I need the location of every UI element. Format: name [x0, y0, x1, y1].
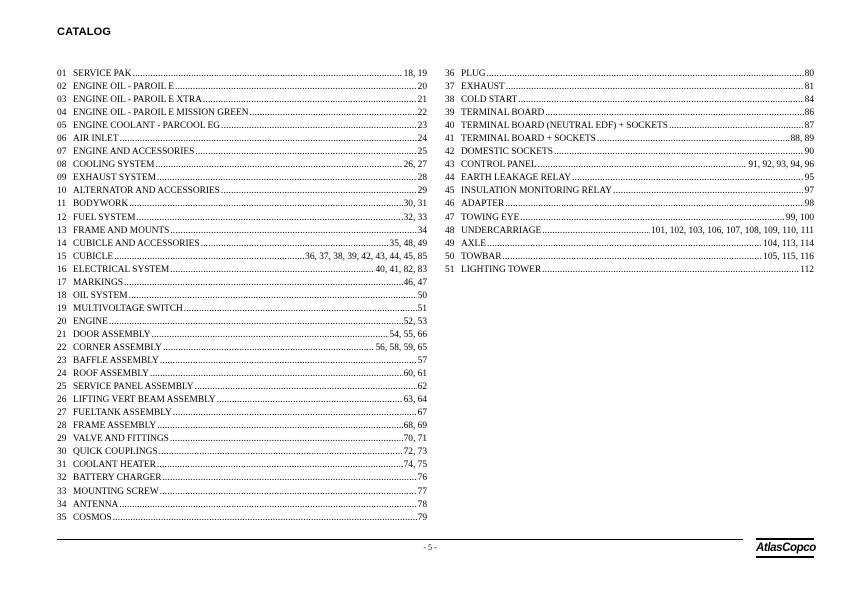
- toc-entry-leader: [160, 486, 417, 499]
- toc-entry-pages: 87: [804, 121, 814, 132]
- toc-entry-title: INSULATION MONITORING RELAY: [461, 186, 613, 197]
- toc-entry-pages: 72, 73: [403, 447, 427, 458]
- toc-entry-number: 11: [57, 199, 67, 210]
- toc-entry-title: BODYWORK: [73, 199, 129, 210]
- toc-entry-leader: [184, 303, 417, 316]
- logo-bar-bottom: [756, 556, 814, 558]
- toc-entry: [445, 185, 814, 198]
- toc-entry: [57, 212, 427, 225]
- toc-entry-pages: 34: [417, 225, 427, 236]
- toc-entry-title: TOWBAR: [461, 251, 502, 262]
- toc-entry: [57, 407, 427, 420]
- toc-entry-leader: [160, 355, 417, 368]
- toc-entry-number: 15: [57, 251, 67, 262]
- toc-entry: [57, 433, 427, 446]
- toc-entry-number: 36: [445, 69, 455, 79]
- toc-entry: [57, 264, 427, 277]
- toc-entry-leader: [133, 68, 403, 81]
- logo-bar-top: [756, 538, 814, 540]
- toc-entry: [445, 81, 814, 94]
- toc-entry-leader: [156, 159, 403, 172]
- toc-entry-pages: 68, 69: [403, 421, 427, 432]
- toc-entry-pages: 80: [804, 69, 814, 79]
- toc-entry-number: 42: [445, 147, 455, 158]
- toc-entry-leader: [109, 316, 403, 329]
- toc-entry-number: 49: [445, 238, 455, 249]
- toc-entry-title: ENGINE OIL - PAROIL E XTRA: [73, 95, 202, 106]
- toc-entry-pages: 35, 48, 49: [389, 238, 427, 249]
- toc-entry-leader: [506, 81, 804, 94]
- toc-entry-pages: 56, 58, 59, 65: [375, 342, 427, 353]
- toc-entry-number: 41: [445, 134, 455, 145]
- toc-entry: [57, 81, 427, 94]
- toc-entry-pages: 76: [417, 473, 427, 484]
- toc-entry-title: EARTH LEAKAGE RELAY: [461, 173, 572, 184]
- toc-entry-title: ENGINE COOLANT - PARCOOL EG: [73, 121, 221, 132]
- toc-entry-leader: [217, 394, 403, 407]
- toc-entry-number: 38: [445, 95, 455, 106]
- toc-entry-leader: [201, 238, 389, 251]
- toc-entry-number: 33: [57, 486, 67, 497]
- toc-entry-pages: 99, 100: [785, 212, 814, 223]
- toc-entry-leader: [542, 225, 650, 238]
- footer-divider: [57, 539, 743, 540]
- toc-entry-number: 37: [445, 82, 455, 93]
- toc-entry-title: ADAPTER: [461, 199, 505, 210]
- toc-entry-title: EXHAUST: [461, 82, 505, 93]
- toc-entry-title: COOLING SYSTEM: [73, 160, 155, 171]
- toc-entry-pages: 81: [804, 82, 814, 93]
- toc-entry: [57, 120, 427, 133]
- toc-entry: [445, 212, 814, 225]
- toc-entry-number: 19: [57, 303, 67, 314]
- toc-entry-pages: 51: [417, 303, 427, 314]
- toc-entry-pages: 101, 102, 103, 106, 107, 108, 109, 110, 111: [650, 225, 814, 236]
- toc-entry: [445, 159, 814, 172]
- toc-entry-number: 02: [57, 82, 67, 93]
- toc-entry-number: 08: [57, 160, 67, 171]
- toc-entry-title: CORNER ASSEMBLY: [73, 342, 162, 353]
- toc-entry: [57, 394, 427, 407]
- toc-entry-pages: 60, 61: [403, 369, 427, 380]
- toc-entry-leader: [520, 212, 784, 225]
- toc-entry-pages: 97: [804, 186, 814, 197]
- toc-entry-number: 12: [57, 212, 67, 223]
- toc-entry-leader: [669, 120, 804, 133]
- toc-entry-pages: 105, 115, 116: [763, 251, 814, 262]
- toc-entry-leader: [129, 198, 402, 211]
- toc-entry-leader: [250, 107, 417, 120]
- toc-entry-leader: [157, 459, 403, 472]
- toc-entry: [57, 355, 427, 368]
- toc-entry-number: 47: [445, 212, 455, 223]
- toc-entry-number: 25: [57, 382, 67, 393]
- toc-entry: [57, 459, 427, 472]
- toc-entry-title: FUELTANK ASSEMBLY: [73, 408, 172, 419]
- toc-entry-number: 50: [445, 251, 455, 262]
- toc-entry-pages: 74, 75: [403, 460, 427, 471]
- toc-entry-leader: [221, 120, 417, 133]
- toc-entry-number: 06: [57, 134, 67, 145]
- toc-entry-title: BAFFLE ASSEMBLY: [73, 356, 159, 367]
- toc-entry-leader: [486, 68, 803, 81]
- toc-entry-number: 45: [445, 186, 455, 197]
- toc-entry-pages: 98: [804, 199, 814, 210]
- toc-entry-title: ANTENNA: [73, 499, 119, 510]
- toc-entry-number: 23: [57, 356, 67, 367]
- toc-entry-leader: [159, 446, 403, 459]
- toc-entry-number: 24: [57, 369, 67, 380]
- toc-entry-number: 29: [57, 434, 67, 445]
- toc-entry-pages: 36, 37, 38, 39, 42, 43, 44, 45, 85: [305, 251, 427, 262]
- toc-entry-leader: [545, 107, 803, 120]
- toc-entry-number: 40: [445, 121, 455, 132]
- toc-entry-number: 10: [57, 186, 67, 197]
- toc-entry-number: 30: [57, 447, 67, 458]
- toc-entry-pages: 30, 31: [403, 199, 427, 210]
- toc-entry-pages: 26, 27: [403, 160, 427, 171]
- toc-entry-pages: 84: [804, 95, 814, 106]
- toc-entry-title: CUBICLE AND ACCESSORIES: [73, 238, 200, 249]
- toc-entry-number: 14: [57, 238, 67, 249]
- toc-entry-leader: [538, 159, 748, 172]
- toc-entry-pages: 40, 41, 82, 83: [375, 264, 427, 275]
- toc-entry-leader: [170, 225, 416, 238]
- atlas-copco-logo: [756, 538, 816, 558]
- toc-entry: [57, 303, 427, 316]
- toc-entry-title: COLD START: [461, 95, 518, 106]
- toc-entry-leader: [129, 290, 417, 303]
- toc-entry-title: DOOR ASSEMBLY: [73, 329, 151, 340]
- toc-entry-leader: [114, 251, 304, 264]
- toc-entry-title: TOWING EYE: [461, 212, 520, 223]
- toc-entry-leader: [554, 146, 804, 159]
- toc-entry: [445, 238, 814, 251]
- toc-entry-number: 35: [57, 512, 67, 523]
- toc-entry-leader: [151, 329, 388, 342]
- toc-entry-pages: 57: [417, 356, 427, 367]
- toc-entry-title: OIL SYSTEM: [73, 290, 128, 301]
- toc-entry-title: ENGINE AND ACCESSORIES: [73, 147, 195, 158]
- toc-entry-title: LIFTING VERT BEAM ASSEMBLY: [73, 395, 216, 406]
- toc-entry-title: ENGINE OIL - PAROIL E: [73, 82, 175, 93]
- toc-entry: [57, 329, 427, 342]
- toc-entry-leader: [124, 277, 403, 290]
- toc-entry-leader: [150, 368, 403, 381]
- toc-entry: [445, 146, 814, 159]
- toc-entry-number: 22: [57, 342, 67, 353]
- toc-entry: [445, 68, 814, 81]
- toc-entry: [445, 172, 814, 185]
- toc-entry-pages: 91, 92, 93, 94, 96: [748, 160, 814, 171]
- toc-entry-number: 43: [445, 160, 455, 171]
- toc-entry: [445, 198, 814, 211]
- toc-entry-number: 32: [57, 473, 67, 484]
- toc-entry-leader: [597, 133, 790, 146]
- toc-entry: [57, 368, 427, 381]
- toc-entry-pages: 21: [417, 95, 427, 106]
- toc-entry-title: TERMINAL BOARD: [461, 108, 545, 119]
- toc-entry-pages: 50: [417, 290, 427, 301]
- toc-entry: [57, 420, 427, 433]
- toc-entry-title: ROOF ASSEMBLY: [73, 369, 149, 380]
- toc-entry-title: FRAME ASSEMBLY: [73, 421, 157, 432]
- toc-entry-number: 26: [57, 395, 67, 406]
- toc-entry-title: TERMINAL BOARD (NEUTRAL EDF) + SOCKETS: [461, 121, 668, 132]
- toc-entry: [57, 472, 427, 485]
- toc-entry: [57, 68, 427, 81]
- toc-entry: [445, 264, 814, 277]
- toc-entry: [57, 159, 427, 172]
- toc-entry-number: 34: [57, 499, 67, 510]
- toc-entry-title: AIR INLET: [73, 134, 119, 145]
- toc-entry-pages: 29: [417, 186, 427, 197]
- toc-entry-leader: [572, 172, 804, 185]
- toc-entry-leader: [157, 172, 417, 185]
- logo-wordmark: AtlasCopco: [756, 542, 816, 554]
- toc-entry-pages: 28: [417, 173, 427, 184]
- toc-entry: [57, 146, 427, 159]
- toc-entry-pages: 77: [417, 486, 427, 497]
- toc-entry-leader: [136, 212, 402, 225]
- toc-entry-number: 21: [57, 329, 67, 340]
- toc-entry: [57, 251, 427, 264]
- toc-entry-title: VALVE AND FITTINGS: [73, 434, 169, 445]
- toc-entry: [57, 198, 427, 211]
- toc-entry-pages: 62: [417, 382, 427, 393]
- toc-entry-number: 17: [57, 277, 67, 288]
- toc-entry-title: SERVICE PANEL ASSEMBLY: [73, 382, 194, 393]
- toc-column-left: [57, 68, 427, 525]
- toc-entry-leader: [221, 185, 417, 198]
- toc-entry-pages: 67: [417, 408, 427, 419]
- toc-entry-pages: 20: [417, 82, 427, 93]
- toc-entry-number: 13: [57, 225, 67, 236]
- toc-entry-number: 05: [57, 121, 67, 132]
- toc-entry-title: LIGHTING TOWER: [461, 264, 542, 275]
- toc-entry-leader: [518, 94, 803, 107]
- toc-entry-title: TERMINAL BOARD + SOCKETS: [461, 134, 596, 145]
- toc-entry-pages: 23: [417, 121, 427, 132]
- toc-entry-title: SERVICE PAK: [73, 69, 132, 79]
- toc-entry-leader: [203, 94, 417, 107]
- toc-entry-pages: 32, 33: [403, 212, 427, 223]
- toc-entry-pages: 46, 47: [403, 277, 427, 288]
- toc-entry-number: 48: [445, 225, 455, 236]
- toc-entry-number: 20: [57, 316, 67, 327]
- toc-entry-pages: 54, 55, 66: [389, 329, 427, 340]
- toc-entry-title: COSMOS: [73, 512, 112, 523]
- toc-entry-pages: 104, 113, 114: [763, 238, 814, 249]
- toc-entry-number: 04: [57, 108, 67, 119]
- toc-entry-title: DOMESTIC SOCKETS: [461, 147, 553, 158]
- page-title: CATALOG: [57, 26, 112, 38]
- toc-entry-leader: [162, 472, 416, 485]
- toc-entry-pages: 86: [804, 108, 814, 119]
- toc-entry-pages: 18, 19: [403, 69, 427, 79]
- toc-entry-title: CONTROL PANEL: [461, 160, 537, 171]
- toc-entry: [57, 290, 427, 303]
- toc-entry-leader: [613, 185, 804, 198]
- toc-entry-number: 44: [445, 173, 455, 184]
- toc-entry-number: 28: [57, 421, 67, 432]
- toc-entry-leader: [195, 146, 416, 159]
- toc-entry-leader: [195, 381, 417, 394]
- toc-entry-leader: [175, 81, 417, 94]
- toc-entry: [57, 499, 427, 512]
- toc-entry: [57, 277, 427, 290]
- toc-entry-leader: [502, 251, 762, 264]
- toc-entry-pages: 79: [417, 512, 427, 523]
- toc-entry-number: 31: [57, 460, 67, 471]
- toc-entry: [57, 381, 427, 394]
- toc-entry: [57, 107, 427, 120]
- toc-entry-leader: [170, 433, 403, 446]
- toc-entry-number: 27: [57, 408, 67, 419]
- toc-entry-title: PLUG: [461, 69, 486, 79]
- toc-entry-number: 39: [445, 108, 455, 119]
- toc-entry-number: 51: [445, 264, 455, 275]
- toc-entry-title: EXHAUST SYSTEM: [73, 173, 156, 184]
- toc-entry-title: ENGINE OIL - PAROIL E MISSION GREEN: [73, 108, 249, 119]
- toc-entry-number: 01: [57, 69, 67, 79]
- toc-entry-title: MARKINGS: [73, 277, 124, 288]
- toc-entry: [57, 316, 427, 329]
- toc-entry-title: UNDERCARRIAGE: [461, 225, 542, 236]
- toc-entry: [445, 107, 814, 120]
- toc-entry-number: 03: [57, 95, 67, 106]
- toc-entry-leader: [505, 198, 803, 211]
- toc-entry-pages: 63, 64: [403, 395, 427, 406]
- toc-entry: [57, 342, 427, 355]
- toc-entry-leader: [542, 264, 799, 277]
- toc-entry-pages: 52, 53: [403, 316, 427, 327]
- page-number: - 5 -: [423, 543, 437, 552]
- toc-entry-title: ALTERNATOR AND ACCESSORIES: [73, 186, 220, 197]
- toc-entry-title: COOLANT HEATER: [73, 460, 156, 471]
- toc-entry: [57, 172, 427, 185]
- toc-entry-pages: 95: [804, 173, 814, 184]
- toc-entry: [57, 446, 427, 459]
- toc-entry-pages: 25: [417, 147, 427, 158]
- toc-entry-pages: 24: [417, 134, 427, 145]
- toc-entry-title: FRAME AND MOUNTS: [73, 225, 170, 236]
- toc-entry-leader: [120, 133, 417, 146]
- toc-entry-title: ELECTRICAL SYSTEM: [73, 264, 170, 275]
- toc-entry: [57, 512, 427, 525]
- toc-entry: [57, 185, 427, 198]
- toc-entry: [445, 225, 814, 238]
- toc-entry-number: 07: [57, 147, 67, 158]
- toc-column-right: [445, 68, 814, 277]
- toc-entry-pages: 112: [800, 264, 814, 275]
- toc-entry-leader: [119, 499, 416, 512]
- toc-entry-number: 16: [57, 264, 67, 275]
- toc-entry-number: 46: [445, 199, 455, 210]
- toc-entry-pages: 90: [804, 147, 814, 158]
- toc-entry: [57, 133, 427, 146]
- toc-entry: [57, 94, 427, 107]
- toc-entry: [445, 120, 814, 133]
- toc-entry: [57, 225, 427, 238]
- toc-entry-number: 18: [57, 290, 67, 301]
- toc-entry-leader: [157, 420, 402, 433]
- toc-entry-title: CUBICLE: [73, 251, 114, 262]
- toc-entry: [445, 133, 814, 146]
- toc-entry-pages: 78: [417, 499, 427, 510]
- toc-entry-title: BATTERY CHARGER: [73, 473, 162, 484]
- toc-entry-leader: [170, 264, 374, 277]
- toc-entry-title: MOUNTING SCREW: [73, 486, 159, 497]
- toc-entry-pages: 70, 71: [403, 434, 427, 445]
- toc-entry: [445, 94, 814, 107]
- toc-entry-leader: [163, 342, 375, 355]
- toc-entry-title: AXLE: [461, 238, 486, 249]
- toc-entry: [57, 486, 427, 499]
- toc-entry-title: ENGINE: [73, 316, 108, 327]
- toc-entry-leader: [487, 238, 762, 251]
- toc-entry-leader: [173, 407, 417, 420]
- toc-entry-title: FUEL SYSTEM: [73, 212, 136, 223]
- toc-entry-pages: 22: [417, 108, 427, 119]
- toc-entry-title: MULTIVOLTAGE SWITCH: [73, 303, 183, 314]
- toc-entry-number: 09: [57, 173, 67, 184]
- toc-entry-title: QUICK COUPLINGS: [73, 447, 158, 458]
- toc-entry: [57, 238, 427, 251]
- toc-entry-leader: [113, 512, 417, 525]
- toc-entry-pages: 88, 89: [790, 134, 814, 145]
- toc-entry: [445, 251, 814, 264]
